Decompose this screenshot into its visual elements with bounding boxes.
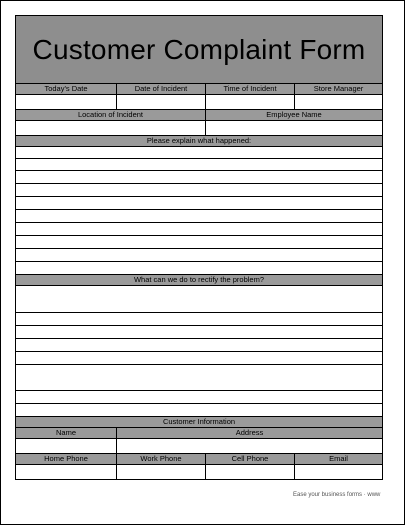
date-of-incident-field[interactable]	[117, 95, 206, 109]
time-of-incident-field[interactable]	[206, 95, 295, 109]
header-row-phones	[16, 454, 382, 465]
header-name: Name	[16, 428, 117, 438]
work-phone-field[interactable]	[117, 465, 206, 479]
header-home-phone: Home Phone	[16, 454, 117, 464]
header-row-location	[16, 110, 382, 121]
cell-phone-field[interactable]	[206, 465, 295, 479]
employee-name-field[interactable]	[206, 121, 382, 135]
input-row-location	[16, 121, 382, 136]
customer-name-field[interactable]	[16, 439, 117, 453]
input-row-dates	[16, 95, 382, 110]
email-field[interactable]	[295, 465, 382, 479]
complaint-form	[15, 15, 383, 480]
input-row-phones	[16, 465, 382, 479]
rectify-lines[interactable]	[16, 286, 382, 417]
section-rectify-header: What can we do to rectify the problem?	[16, 275, 382, 286]
header-work-phone: Work Phone	[117, 454, 206, 464]
header-date-of-incident: Date of Incident	[117, 84, 206, 94]
home-phone-field[interactable]	[16, 465, 117, 479]
header-store-manager: Store Manager	[313, 84, 364, 93]
header-time-of-incident: Time of Incident	[206, 84, 295, 94]
header-email: Email	[329, 454, 348, 463]
header-todays-date: Today's Date	[16, 84, 117, 94]
form-title: Customer Complaint Form	[32, 33, 366, 65]
header-location: Location of Incident	[16, 110, 206, 120]
section-explain-header: Please explain what happened:	[16, 136, 382, 147]
explain-lines[interactable]	[16, 147, 382, 275]
footer-credit: Ease your business forms · www	[293, 492, 381, 498]
todays-date-field[interactable]	[16, 95, 117, 109]
customer-info-header: Customer Information	[16, 417, 382, 428]
header-row-customer	[16, 428, 382, 439]
header-address: Address	[235, 428, 264, 437]
input-row-customer	[16, 439, 382, 454]
location-field[interactable]	[16, 121, 206, 135]
title-bar	[16, 16, 382, 84]
header-row-dates	[16, 84, 382, 95]
customer-address-field[interactable]	[117, 439, 382, 453]
header-employee-name: Employee Name	[266, 110, 322, 119]
store-manager-field[interactable]	[295, 95, 382, 109]
header-cell-phone: Cell Phone	[206, 454, 295, 464]
